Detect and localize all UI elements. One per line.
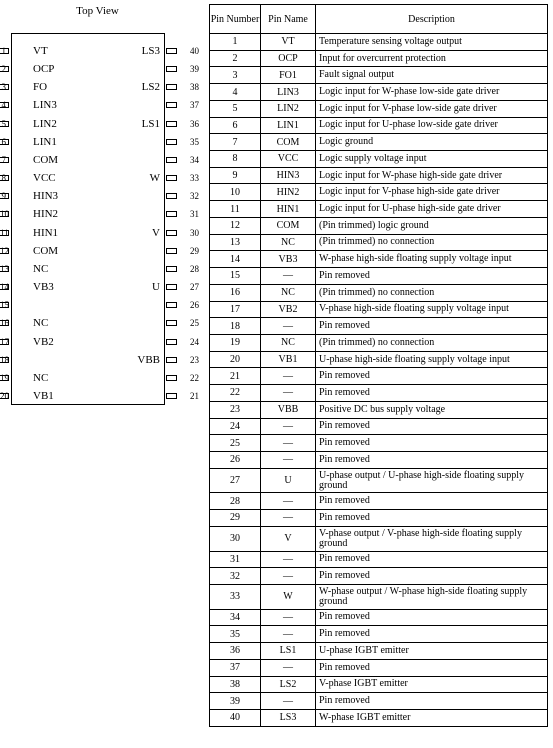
top-view-title: Top View bbox=[76, 5, 119, 17]
pin-label: VBB bbox=[137, 353, 160, 366]
pin-description-cell: (Pin trimmed) no connection bbox=[316, 334, 548, 351]
table-row bbox=[210, 385, 548, 402]
pin-name-cell: — bbox=[261, 493, 316, 510]
pin-number: 32 bbox=[190, 191, 199, 202]
pin-number: 22 bbox=[190, 372, 199, 383]
pin-stub bbox=[166, 230, 177, 236]
pin-description-cell: Logic input for V-phase high-side gate driver bbox=[316, 184, 548, 201]
pin-number-cell: 4 bbox=[210, 84, 261, 101]
pin-name-cell: LS3 bbox=[261, 709, 316, 726]
pin-name-cell: — bbox=[261, 435, 316, 452]
pin-description-cell: Pin removed bbox=[316, 568, 548, 585]
table-row bbox=[210, 151, 548, 168]
pin-label: NC bbox=[33, 371, 49, 384]
pin-number-cell: 25 bbox=[210, 435, 261, 452]
table-row bbox=[210, 117, 548, 134]
pin-name-cell: VCC bbox=[261, 151, 316, 168]
pin-description-cell: Pin removed bbox=[316, 551, 548, 568]
table-row bbox=[210, 167, 548, 184]
pin-number-cell: 37 bbox=[210, 659, 261, 676]
pin-number: 23 bbox=[190, 354, 199, 365]
pin-number: 14 bbox=[0, 282, 9, 293]
pin-description-cell: W-phase IGBT emitter bbox=[316, 709, 548, 726]
pin-description-cell: U-phase IGBT emitter bbox=[316, 643, 548, 660]
pin-description-cell: (Pin trimmed) no connection bbox=[316, 234, 548, 251]
pin-number-cell: 30 bbox=[210, 526, 261, 551]
pin-label: LIN2 bbox=[33, 117, 57, 130]
table-row bbox=[210, 451, 548, 468]
table-row bbox=[210, 100, 548, 117]
pin-description-cell: W-phase output / W-phase high-side floating supply ground bbox=[316, 584, 548, 609]
pin-name-cell: — bbox=[261, 451, 316, 468]
pin-number-cell: 26 bbox=[210, 451, 261, 468]
pin-description-cell: Pin removed bbox=[316, 368, 548, 385]
pin-name-cell: LIN2 bbox=[261, 100, 316, 117]
pin-number-cell: 40 bbox=[210, 709, 261, 726]
pin-label: NC bbox=[33, 262, 49, 275]
pin-number-cell: 39 bbox=[210, 693, 261, 710]
pin-name-cell: — bbox=[261, 418, 316, 435]
pin-description-cell: Pin removed bbox=[316, 451, 548, 468]
pin-description-cell: Pin removed bbox=[316, 693, 548, 710]
pin-number-cell: 8 bbox=[210, 151, 261, 168]
pin-description-cell: V-phase high-side floating supply voltage input bbox=[316, 301, 548, 318]
pin-label: HIN3 bbox=[33, 190, 59, 203]
pin-name-cell: — bbox=[261, 568, 316, 585]
pin-description-cell: Logic input for U-phase high-side gate driver bbox=[316, 201, 548, 218]
pin-number: 30 bbox=[190, 227, 199, 238]
pin-label: COM bbox=[33, 244, 59, 257]
pin-name-cell: — bbox=[261, 510, 316, 527]
table-row bbox=[210, 709, 548, 726]
pin-number: 26 bbox=[190, 300, 199, 311]
pin-name-cell: — bbox=[261, 626, 316, 643]
table-row bbox=[210, 134, 548, 151]
pin-number-cell: 9 bbox=[210, 167, 261, 184]
pin-label: VCC bbox=[33, 172, 56, 185]
pin-description-cell: Fault signal output bbox=[316, 67, 548, 84]
pin-number: 27 bbox=[190, 282, 199, 293]
table-row bbox=[210, 626, 548, 643]
pin-label: V bbox=[152, 226, 160, 239]
pin-number: 3 bbox=[1, 82, 6, 93]
pin-name-cell: — bbox=[261, 609, 316, 626]
pin-stub bbox=[166, 320, 177, 326]
pin-description-cell: V-phase IGBT emitter bbox=[316, 676, 548, 693]
pin-description-cell: Pin removed bbox=[316, 268, 548, 285]
pin-number: 18 bbox=[0, 354, 9, 365]
table-row bbox=[210, 268, 548, 285]
pin-name-cell: U bbox=[261, 468, 316, 493]
table-row bbox=[210, 318, 548, 335]
pin-label: NC bbox=[33, 317, 49, 330]
pin-number-cell: 24 bbox=[210, 418, 261, 435]
pin-description-cell: Pin removed bbox=[316, 626, 548, 643]
pin-label: OCP bbox=[33, 63, 55, 76]
pin-number: 39 bbox=[190, 64, 199, 75]
pin-description-cell: Logic ground bbox=[316, 134, 548, 151]
table-row bbox=[210, 67, 548, 84]
pin-number: 17 bbox=[0, 336, 9, 347]
table-row bbox=[210, 301, 548, 318]
pin-number: 4 bbox=[1, 100, 6, 111]
pin-name-cell: COM bbox=[261, 134, 316, 151]
pin-number: 15 bbox=[0, 300, 9, 311]
table-row bbox=[210, 609, 548, 626]
table-row bbox=[210, 510, 548, 527]
pin-stub bbox=[166, 193, 177, 199]
pin-description-cell: Input for overcurrent protection bbox=[316, 50, 548, 67]
pin-description-cell: Pin removed bbox=[316, 493, 548, 510]
pin-name-cell: COM bbox=[261, 217, 316, 234]
pin-description-cell: Temperature sensing voltage output bbox=[316, 34, 548, 51]
pin-number: 12 bbox=[0, 245, 9, 256]
pin-name-cell: LS2 bbox=[261, 676, 316, 693]
pin-stub bbox=[166, 211, 177, 217]
table-row bbox=[210, 568, 548, 585]
table-row bbox=[210, 84, 548, 101]
pin-description-cell: Logic input for V-phase low-side gate driver bbox=[316, 100, 548, 117]
table-row bbox=[210, 201, 548, 218]
pin-number: 2 bbox=[1, 64, 6, 75]
pin-number-cell: 10 bbox=[210, 184, 261, 201]
table-row bbox=[210, 526, 548, 551]
pin-number-cell: 23 bbox=[210, 401, 261, 418]
table-row bbox=[210, 334, 548, 351]
pin-label: U bbox=[152, 281, 160, 294]
pin-description-cell: Logic input for W-phase low-side gate driver bbox=[316, 84, 548, 101]
pin-stub bbox=[166, 284, 177, 290]
header-pin-name: Pin Name bbox=[261, 5, 316, 34]
pin-label: VB3 bbox=[33, 281, 54, 294]
pin-description-cell: U-phase high-side floating supply voltage input bbox=[316, 351, 548, 368]
pin-number: 11 bbox=[0, 227, 9, 238]
pin-number-cell: 38 bbox=[210, 676, 261, 693]
pin-label: LIN1 bbox=[33, 135, 57, 148]
pin-description-cell: Pin removed bbox=[316, 609, 548, 626]
pin-number-cell: 6 bbox=[210, 117, 261, 134]
pin-number: 40 bbox=[190, 46, 199, 56]
pin-name-cell: HIN3 bbox=[261, 167, 316, 184]
pin-name-cell: — bbox=[261, 368, 316, 385]
pin-number-cell: 5 bbox=[210, 100, 261, 117]
pin-number-cell: 13 bbox=[210, 234, 261, 251]
pin-label: LIN3 bbox=[33, 99, 57, 112]
pin-number: 9 bbox=[1, 191, 6, 202]
pin-stub bbox=[166, 102, 177, 108]
pin-number: 25 bbox=[190, 318, 199, 329]
pin-number: 31 bbox=[190, 209, 199, 220]
pin-stub bbox=[166, 266, 177, 272]
pin-number: 38 bbox=[190, 82, 199, 93]
pin-number: 5 bbox=[1, 118, 6, 129]
pin-name-cell: NC bbox=[261, 234, 316, 251]
table-row bbox=[210, 435, 548, 452]
table-row bbox=[210, 217, 548, 234]
pin-name-cell: — bbox=[261, 659, 316, 676]
pin-description-cell: Pin removed bbox=[316, 510, 548, 527]
table-row bbox=[210, 551, 548, 568]
pin-description-cell: Positive DC bus supply voltage bbox=[316, 401, 548, 418]
pin-label: VB2 bbox=[33, 335, 54, 348]
pin-name-cell: HIN2 bbox=[261, 184, 316, 201]
pin-description-cell: Logic supply voltage input bbox=[316, 151, 548, 168]
pin-number: 19 bbox=[0, 372, 9, 383]
pin-stub bbox=[166, 48, 177, 54]
pin-number: 28 bbox=[190, 263, 199, 274]
pin-name-cell: VT bbox=[261, 34, 316, 51]
table-row bbox=[210, 401, 548, 418]
table-row bbox=[210, 368, 548, 385]
pin-stub bbox=[166, 139, 177, 145]
pin-name-cell: LS1 bbox=[261, 643, 316, 660]
pin-number-cell: 14 bbox=[210, 251, 261, 268]
pin-number: 20 bbox=[0, 391, 9, 402]
pin-number-cell: 18 bbox=[210, 318, 261, 335]
pin-number: 37 bbox=[190, 100, 199, 111]
pin-number-cell: 33 bbox=[210, 584, 261, 609]
pin-description-cell: Logic input for W-phase high-side gate driver bbox=[316, 167, 548, 184]
pin-stub bbox=[166, 375, 177, 381]
pin-name-cell: FO1 bbox=[261, 67, 316, 84]
table-row bbox=[210, 351, 548, 368]
pin-stub bbox=[166, 357, 177, 363]
pin-number-cell: 35 bbox=[210, 626, 261, 643]
pin-number: 24 bbox=[190, 336, 199, 347]
pin-number-cell: 20 bbox=[210, 351, 261, 368]
pin-number-cell: 28 bbox=[210, 493, 261, 510]
pin-label: LS3 bbox=[141, 45, 160, 57]
pin-name-cell: OCP bbox=[261, 50, 316, 67]
pin-number-cell: 34 bbox=[210, 609, 261, 626]
pin-name-cell: VBB bbox=[261, 401, 316, 418]
table-row bbox=[210, 50, 548, 67]
table-row bbox=[210, 34, 548, 51]
pin-table bbox=[209, 4, 548, 727]
pin-number-cell: 2 bbox=[210, 50, 261, 67]
pin-name-cell: VB3 bbox=[261, 251, 316, 268]
pin-stub bbox=[166, 393, 177, 399]
pin-number: 10 bbox=[0, 209, 9, 220]
pin-description-cell: V-phase output / V-phase high-side floating supply ground bbox=[316, 526, 548, 551]
pin-description-cell: Pin removed bbox=[316, 435, 548, 452]
pin-number: 35 bbox=[190, 136, 199, 147]
pin-description-cell: Pin removed bbox=[316, 418, 548, 435]
pin-number-cell: 11 bbox=[210, 201, 261, 218]
pin-number-cell: 32 bbox=[210, 568, 261, 585]
pin-name-cell: W bbox=[261, 584, 316, 609]
pin-number: 29 bbox=[190, 245, 199, 256]
table-row bbox=[210, 284, 548, 301]
pin-name-cell: NC bbox=[261, 334, 316, 351]
pin-stub bbox=[166, 84, 177, 90]
pin-description-cell: (Pin trimmed) no connection bbox=[316, 284, 548, 301]
table-row bbox=[210, 693, 548, 710]
pin-label: VT bbox=[33, 45, 48, 57]
header-description: Description bbox=[316, 5, 548, 34]
pin-number-cell: 12 bbox=[210, 217, 261, 234]
pin-name-cell: NC bbox=[261, 284, 316, 301]
pin-description-cell: Logic input for U-phase low-side gate driver bbox=[316, 117, 548, 134]
pin-stub bbox=[166, 66, 177, 72]
pin-label: FO bbox=[33, 81, 48, 94]
pin-number-cell: 16 bbox=[210, 284, 261, 301]
pin-name-cell: — bbox=[261, 385, 316, 402]
pin-description-cell: (Pin trimmed) logic ground bbox=[316, 217, 548, 234]
pin-number-cell: 22 bbox=[210, 385, 261, 402]
pin-number-cell: 29 bbox=[210, 510, 261, 527]
table-row bbox=[210, 659, 548, 676]
pin-number-cell: 1 bbox=[210, 34, 261, 51]
pin-number-cell: 31 bbox=[210, 551, 261, 568]
pin-stub bbox=[166, 121, 177, 127]
pin-description-cell: Pin removed bbox=[316, 659, 548, 676]
pin-name-cell: HIN1 bbox=[261, 201, 316, 218]
pin-stub bbox=[166, 175, 177, 181]
pin-name-cell: — bbox=[261, 318, 316, 335]
pin-number: 33 bbox=[190, 173, 199, 184]
pin-name-cell: — bbox=[261, 693, 316, 710]
pin-number-cell: 36 bbox=[210, 643, 261, 660]
header-pin-number: Pin Number bbox=[210, 5, 261, 34]
pin-name-cell: — bbox=[261, 551, 316, 568]
pin-number: 34 bbox=[190, 154, 199, 165]
pin-number: 8 bbox=[1, 173, 6, 184]
table-row bbox=[210, 584, 548, 609]
pin-number: 6 bbox=[1, 136, 6, 147]
pin-number: 1 bbox=[1, 46, 6, 56]
pin-number-cell: 27 bbox=[210, 468, 261, 493]
pin-label: HIN1 bbox=[33, 226, 59, 239]
table-header-row bbox=[210, 5, 548, 34]
pin-number-cell: 19 bbox=[210, 334, 261, 351]
table-row bbox=[210, 493, 548, 510]
pin-number-cell: 15 bbox=[210, 268, 261, 285]
pin-number-cell: 17 bbox=[210, 301, 261, 318]
pin-number: 13 bbox=[0, 263, 9, 274]
table-row bbox=[210, 418, 548, 435]
pin-stub bbox=[166, 339, 177, 345]
pin-label: VB1 bbox=[33, 390, 54, 403]
pin-label: LS2 bbox=[141, 81, 160, 94]
pin-description-cell: Pin removed bbox=[316, 318, 548, 335]
pin-description-cell: W-phase high-side floating supply voltage input bbox=[316, 251, 548, 268]
pin-label: COM bbox=[33, 153, 59, 166]
table-row bbox=[210, 184, 548, 201]
pin-stub bbox=[166, 248, 177, 254]
pin-name-cell: V bbox=[261, 526, 316, 551]
pin-label: W bbox=[149, 172, 160, 185]
pin-name-cell: LIN1 bbox=[261, 117, 316, 134]
pin-label: LS1 bbox=[141, 117, 160, 130]
pin-number: 21 bbox=[190, 391, 199, 402]
pin-number-cell: 21 bbox=[210, 368, 261, 385]
pin-stub bbox=[166, 157, 177, 163]
pin-name-cell: — bbox=[261, 268, 316, 285]
pin-number: 7 bbox=[1, 154, 6, 165]
pin-name-cell: VB1 bbox=[261, 351, 316, 368]
table-row bbox=[210, 643, 548, 660]
pin-number: 36 bbox=[190, 118, 199, 129]
table-row bbox=[210, 234, 548, 251]
table-row bbox=[210, 676, 548, 693]
pin-description-cell: U-phase output / U-phase high-side floating supply ground bbox=[316, 468, 548, 493]
pin-number-cell: 7 bbox=[210, 134, 261, 151]
pin-name-cell: LIN3 bbox=[261, 84, 316, 101]
pin-number: 16 bbox=[0, 318, 9, 329]
table-row bbox=[210, 468, 548, 493]
table-row bbox=[210, 251, 548, 268]
pin-number-cell: 3 bbox=[210, 67, 261, 84]
pin-stub bbox=[166, 302, 177, 308]
pin-name-cell: VB2 bbox=[261, 301, 316, 318]
pin-description-cell: Pin removed bbox=[316, 385, 548, 402]
pin-label: HIN2 bbox=[33, 208, 59, 221]
